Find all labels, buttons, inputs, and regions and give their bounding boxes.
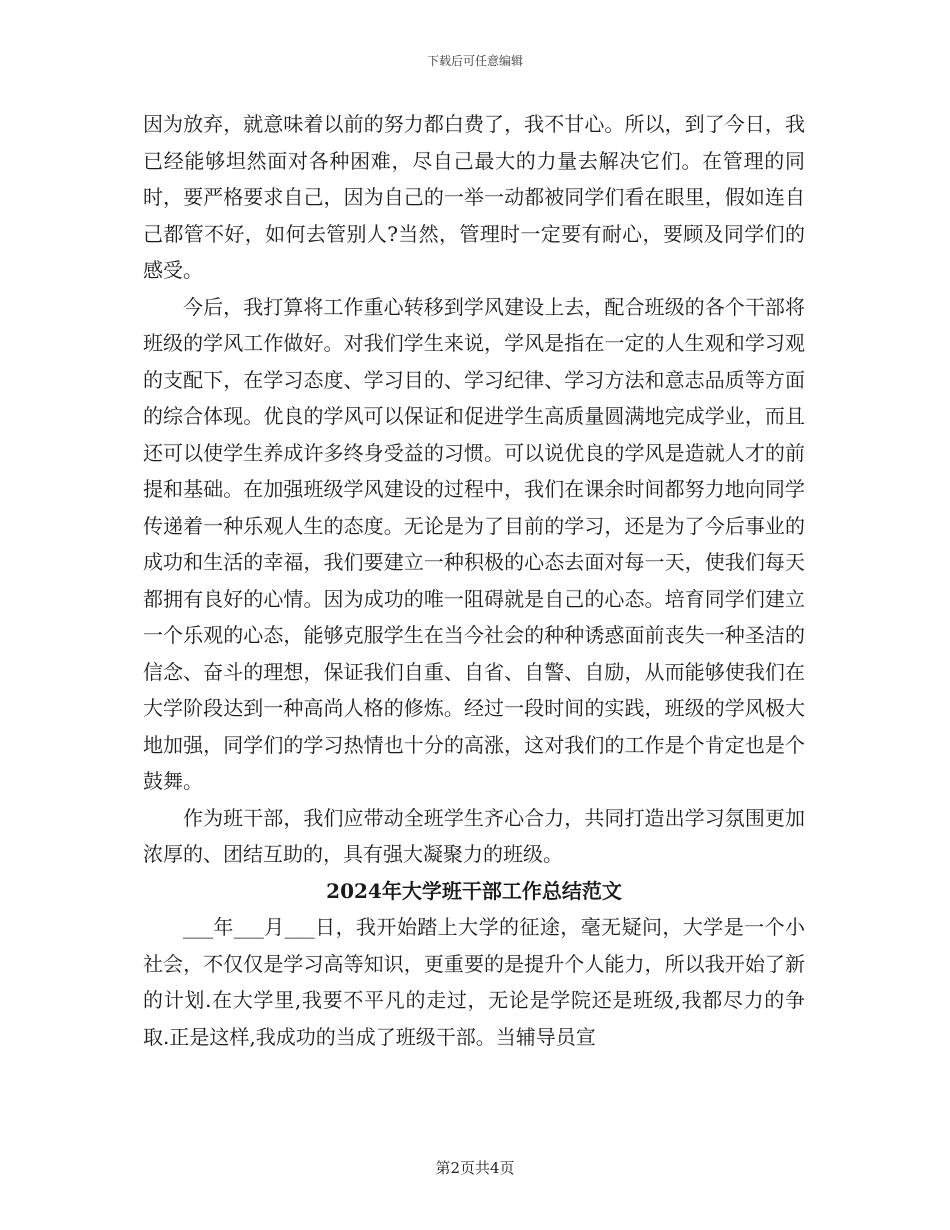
paragraph-1: 因为放弃，就意味着以前的努力都白费了，我不甘心。所以，到了今日，我已经能够坦然面对各种困难，尽自己最大的力量去解决它们。在管理的同时，要严格要求自己，因为自己的一举一动都被同学们看在眼里，假如连自己都管不好，如何去管别人?当然，管理时一定要有耐心，要顾及同学们的感受。 — [143, 112, 805, 282]
section-title: 2024年大学班干部工作总结范文 — [326, 878, 622, 903]
document-body — [143, 106, 805, 1055]
paragraph-3: 作为班干部，我们应带动全班学生齐心合力，共同打造出学习氛围更加浓厚的、团结互助的，具有强大凝聚力的班级。 — [143, 805, 805, 866]
page-header: 下载后可任意编辑 — [426, 54, 523, 68]
page-footer: 第2页共4页 — [435, 1159, 515, 1177]
paragraph-2: 今后，我打算将工作重心转移到学风建设上去，配合班级的各个干部将班级的学风工作做好。对我们学生来说，学风是指在一定的人生观和学习观的支配下，在学习态度、学习目的、学习纪律、学习方法和意志品质等方面的综合体现。优良的学风可以保证和促进学生高质量圆满地完成学业，而且还可以使学生养成许多终身受益的习惯。可以说优良的学风是造就人才的前提和基础。在加强班级学风建设的过程中，我们在课余时间都努力地向同学传递着一种乐观人生的态度。无论是为了目前的学习，还是为了今后事业的成功和生活的幸福，我们要建立一种积极的心态去面对每一天，使我们每天都拥有良好的心情。因为成功的唯一阻碍就是自己的心态。培育同学们建立一个乐观的心态，能够克服学生在当今社会的种种诱惑面前丧失一种圣洁的信念、奋斗的理想，保证我们自重、自省、自警、自励，从而能够使我们在大学阶段达到一种高尚人格的修炼。经过一段时间的实践，班级的学风极大地加强，同学们的学习热情也十分的高涨，这对我们的工作是个肯定也是个鼓舞。 — [143, 294, 805, 793]
paragraph-4: ___年___月___日，我开始踏上大学的征途，毫无疑问，大学是一个小社会，不仅仅是学习高等知识，更重要的是提升个人能力，所以我开始了新的计划.在大学里,我要不平凡的走过，无论是学院还是班级,我都尽力的争取.正是这样,我成功的当成了班级干部。当辅导员宣 — [143, 915, 805, 1049]
